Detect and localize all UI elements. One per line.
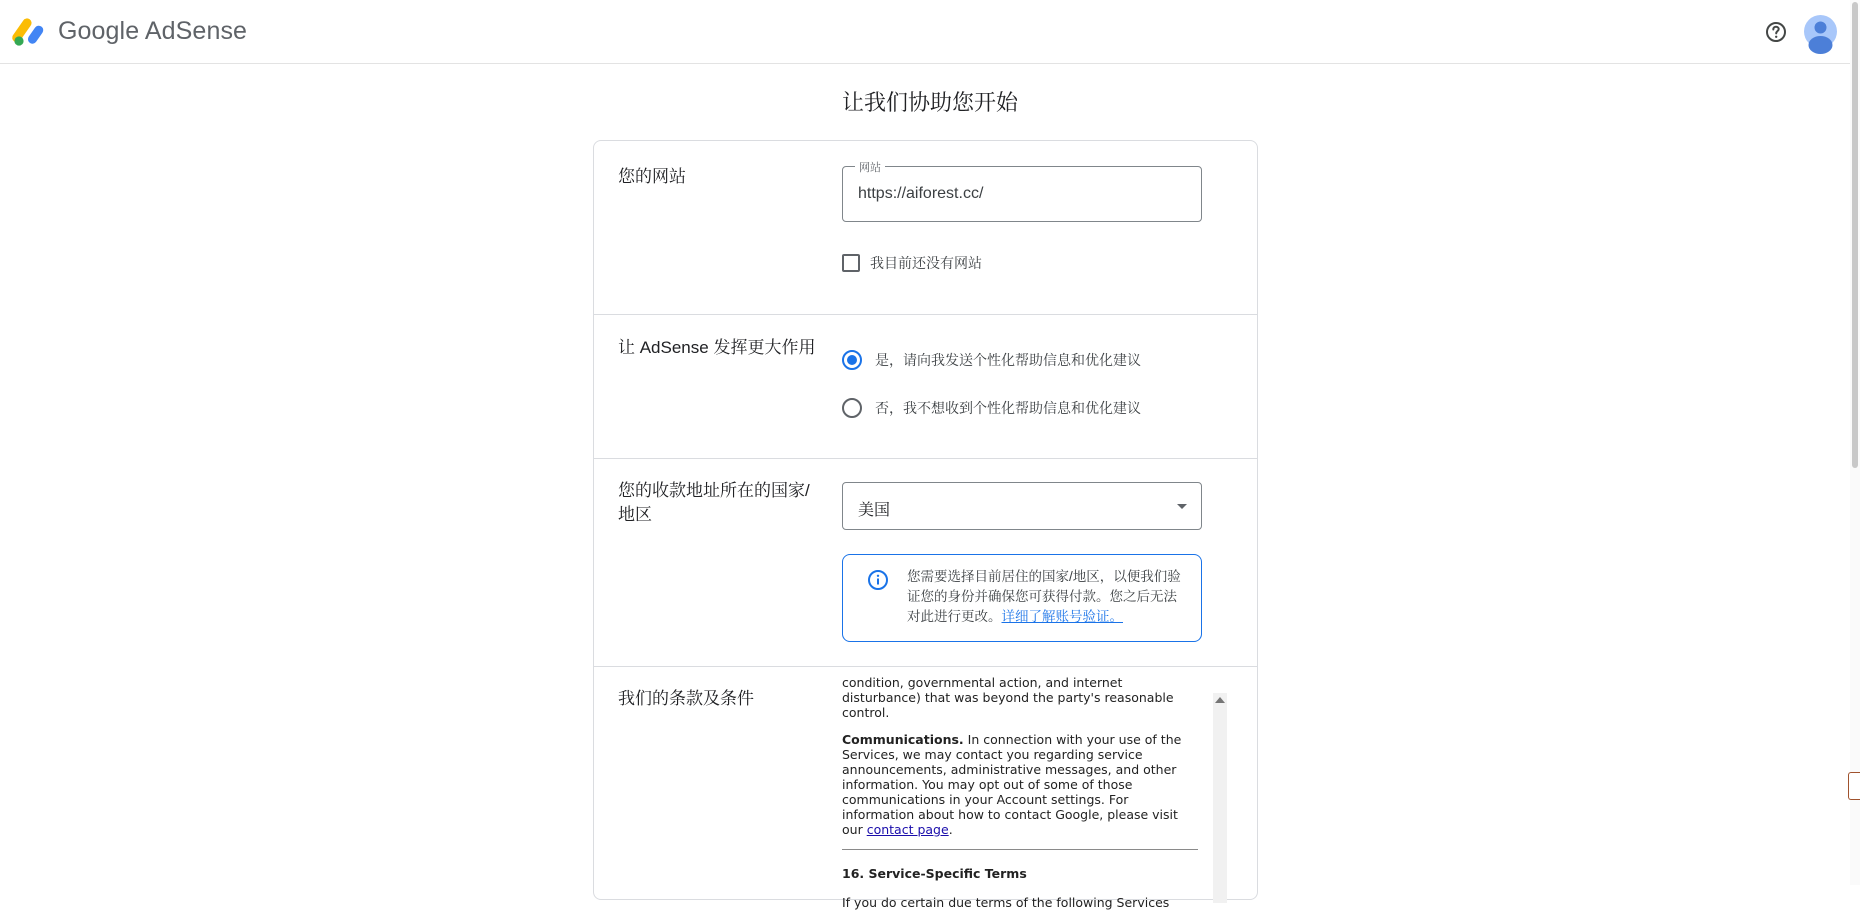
terms-section-label: 我们的条款及条件: [618, 689, 754, 708]
learn-verification-link[interactable]: 详细了解账号验证。: [1001, 609, 1123, 624]
scroll-up-arrow-icon[interactable]: [1215, 697, 1225, 703]
website-field[interactable]: [842, 162, 1202, 222]
radio-no-label: 否，我不想收到个性化帮助信息和优化建议: [875, 400, 1141, 416]
account-avatar-icon[interactable]: [1804, 15, 1837, 48]
terms-paragraph-force-majeure: condition, governmental action, and internet disturbance) that was beyond the party's reasonable control.: [842, 675, 1174, 720]
adsense-logo[interactable]: [12, 16, 247, 46]
adsense-personalization-section: [594, 315, 1257, 459]
dropdown-arrow-icon: [1177, 504, 1187, 509]
adsense-section-label: 让 AdSense 发挥更大作用: [618, 338, 816, 357]
no-site-option[interactable]: [842, 253, 982, 273]
section-16-heading: 16. Service-Specific Terms: [842, 866, 1027, 881]
country-label-line1: 您的收款地址所在的国家/: [618, 481, 810, 500]
terms-paragraph-service-specific: If you do certain due terms of the following Services: [842, 895, 1170, 910]
terms-paragraph-communications: [842, 732, 1198, 837]
verification-info-body: 您需要选择目前居住的国家/地区，以便我们验证您的身份并确保您可获得付款。您之后无法对此进行更改。: [907, 569, 1181, 624]
website-field-label: 网站: [855, 159, 885, 175]
no-site-checkbox-label: 我目前还没有网站: [870, 255, 982, 271]
terms-section: [594, 667, 1257, 910]
verification-info-text: [907, 567, 1187, 627]
radio-yes[interactable]: [842, 350, 862, 370]
onboarding-card: [593, 140, 1258, 910]
page-scrollbar[interactable]: [1850, 0, 1860, 885]
radio-option-yes[interactable]: [842, 350, 1141, 370]
logo-text: Google AdSense: [58, 16, 248, 45]
page-title: 让我们协助您开始: [841, 90, 1018, 115]
radio-yes-label: 是，请向我发送个性化帮助信息和优化建议: [875, 352, 1141, 368]
country-select[interactable]: [842, 482, 1202, 530]
radio-option-no[interactable]: [842, 398, 1141, 418]
terms-divider: [842, 849, 1198, 850]
verification-info-box: [842, 554, 1202, 642]
contact-page-link[interactable]: contact page: [866, 822, 949, 837]
website-section-label: 您的网站: [618, 167, 686, 186]
radio-no[interactable]: [842, 398, 862, 418]
terms-scrollbar[interactable]: [1213, 693, 1227, 903]
country-select-value: 美国: [858, 502, 891, 519]
adsense-logo-icon: [12, 16, 48, 46]
communications-heading: Communications.: [842, 732, 964, 747]
country-section-label: [618, 479, 810, 527]
country-label-line2: 地区: [618, 505, 652, 524]
communications-body: In connection with your use of the Services, we may contact you regarding service announcements, administrative messages, and other information. You may opt out of some of those communications in your Account settings. For information about how to contact Google, please visit our: [842, 732, 1182, 837]
no-site-checkbox[interactable]: [842, 254, 860, 272]
communications-period: .: [948, 822, 953, 837]
help-circle-icon[interactable]: [1764, 20, 1788, 44]
page-scrollbar-thumb[interactable]: [1852, 2, 1858, 468]
website-input[interactable]: https://aiforest.cc/: [858, 185, 984, 202]
side-panel-handle[interactable]: [1848, 772, 1860, 800]
top-bar: [0, 0, 1860, 64]
terms-scroll-area[interactable]: [842, 675, 1202, 910]
terms-content: [842, 675, 1202, 922]
info-icon: [867, 569, 889, 591]
website-section: [594, 141, 1257, 315]
payment-country-section: [594, 459, 1257, 667]
